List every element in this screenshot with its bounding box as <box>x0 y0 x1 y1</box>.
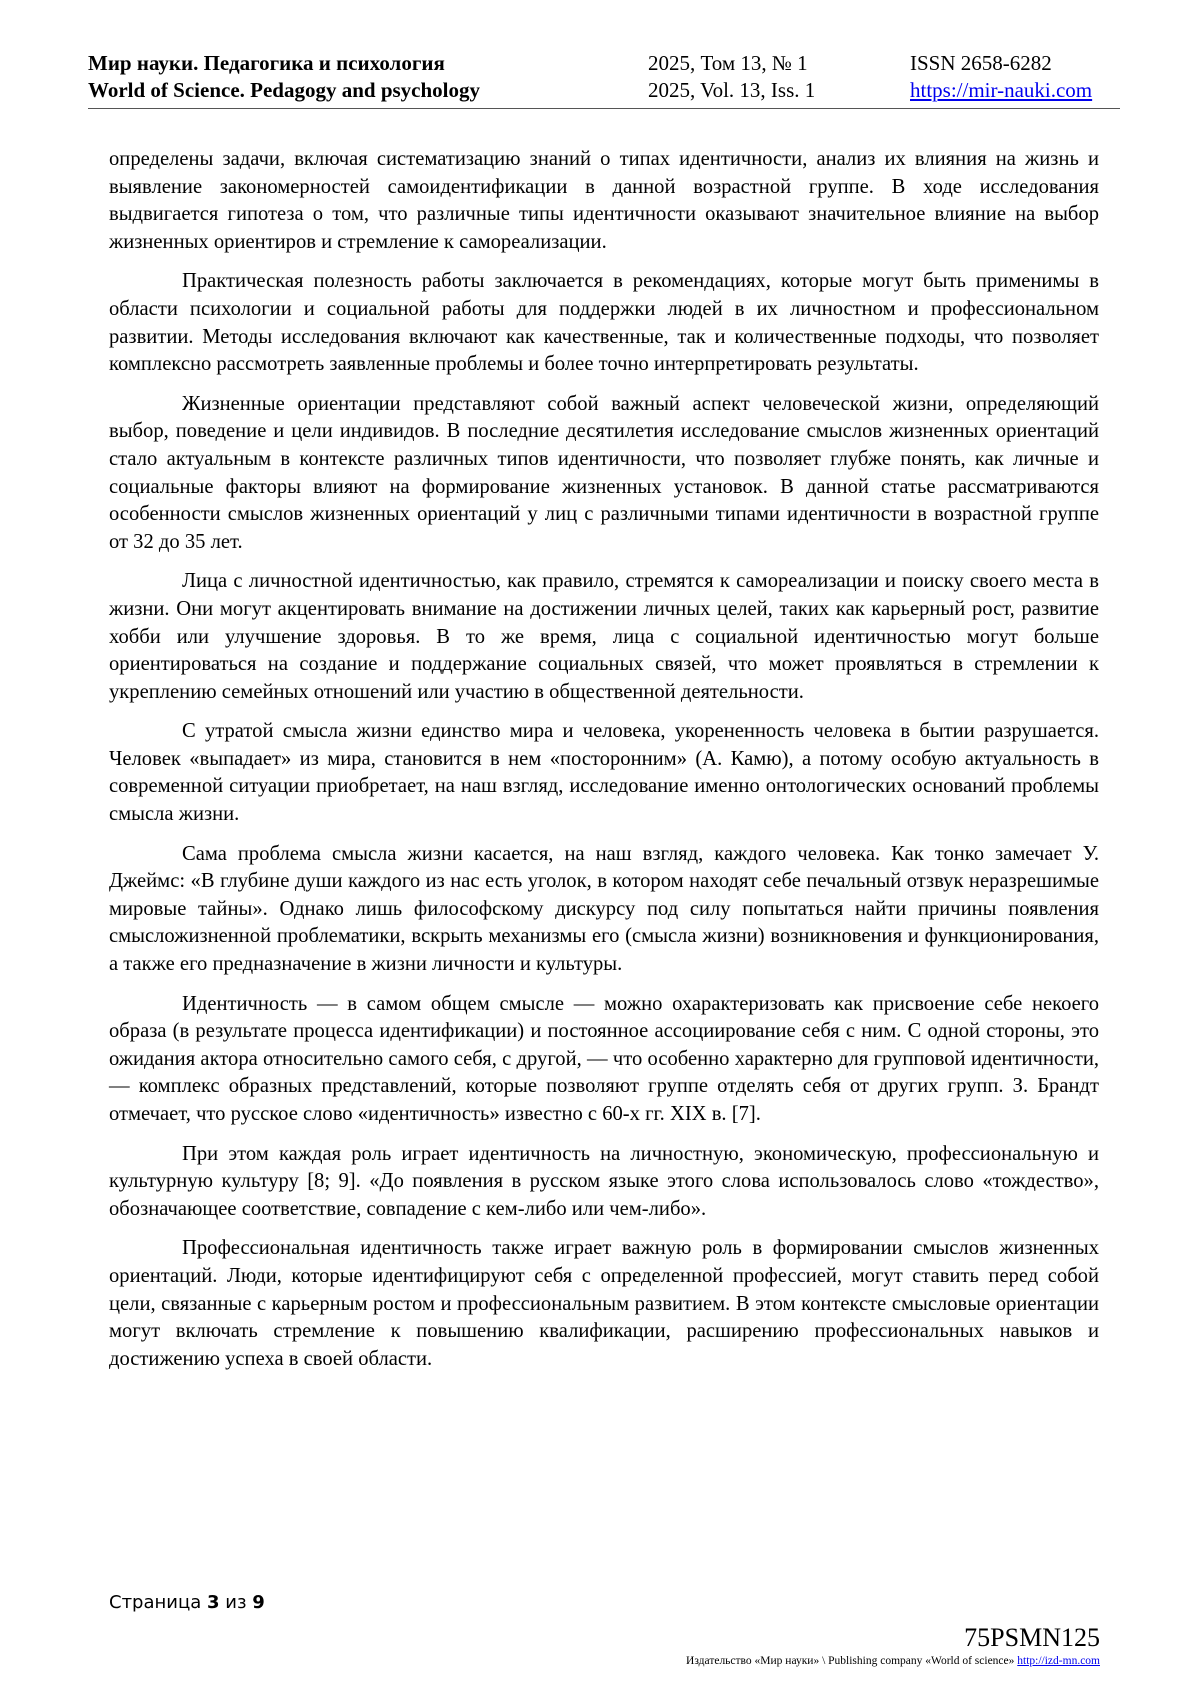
issn-block <box>910 50 1092 104</box>
article-body <box>109 146 1099 1385</box>
article-code: 75PSMN125 <box>964 1623 1100 1652</box>
paragraph: Жизненные ориентации представляют собой важный аспект человеческой жизни, определяющий выбор, поведение и цели индивидов. В последние десятилетия исследование смыслов жизненных ориентаций стало актуальным в контексте различных типов идентичности, что позволяет глубже понять, как личные и социальные факторы влияют на формирование жизненных установок. В данной статье рассматриваются особенности смыслов жизненных ориентаций у лиц с различными типами идентичности в возрастной группе от 32 до 35 лет. <box>109 392 1099 553</box>
issue-block <box>648 50 815 104</box>
publisher-text: Издательство «Мир науки» \ Publishing company «World of science» <box>686 1655 1015 1667</box>
publisher-line <box>686 1655 1100 1667</box>
journal-header <box>88 50 1120 112</box>
paragraph: определены задачи, включая систематизацию знаний о типах идентичности, анализ их влияния на жизнь и выявление закономерностей самоидентификации в данной возрастной группе. В ходе исследования выдвигается гипотеза о том, что различные типы идентичности оказывают значительное влияние на выбор жизненных ориентиров и стремление к самореализации. <box>109 148 1099 253</box>
journal-website-link[interactable]: https://mir-nauki.com <box>910 78 1093 102</box>
publisher-link[interactable]: http://izd-mn.com <box>1017 1655 1100 1667</box>
journal-title-en: World of Science. Pedagogy and psychology <box>88 78 481 102</box>
paragraph: С утратой смысла жизни единство мира и человека, укорененность человека в бытии разрушается. Человек «выпадает» из мира, становится в нем «посторонним» (А. Камю), а потому особую актуальность в современной ситуации приобретает, на наш взгляд, исследование именно онтологических оснований проблемы смысла жизни. <box>109 720 1099 826</box>
page-of: из <box>225 1592 247 1613</box>
issue-en: 2025, Vol. 13, Iss. 1 <box>648 78 816 102</box>
page-word: Страница <box>109 1592 202 1613</box>
paragraph: Идентичность — в самом общем смысле — можно охарактеризовать как присвоение себе некоего образа (в результате процесса идентификации) и постоянное ассоциирование себя с ним. С одной стороны, это ожидания актора относительно самого себя, с другой, — что особенно характерно для групповой идентичности, — комплекс образных представлений, которые позволяют группе отделять себя от других групп. З. Брандт отмечает, что русское слово «идентичность» известно с 60-х гг. XIX в. [7]. <box>109 992 1099 1125</box>
journal-title-ru: Мир науки. Педагогика и психология <box>88 51 445 75</box>
paragraph: Практическая полезность работы заключается в рекомендациях, которые могут быть применимы в области психологии и социальной работы для поддержки людей в их личностном и профессиональном развитии. Методы исследования включают как качественные, так и количественные подходы, что позволяет комплексно рассмотреть заявленные проблемы и более точно интерпретировать результаты. <box>109 270 1099 376</box>
paragraph: Сама проблема смысла жизни касается, на наш взгляд, каждого человека. Как тонко замечает У. Джеймс: «В глубине души каждого из нас есть уголок, в котором находят себе печальный отзвук неразрешимые мировые тайны». Однако лишь философскому дискурсу под силу попытаться найти причины появления смысложизненной проблематики, вскрыть механизмы его (смысла жизни) возникновения и функционирования, а также его предназначение в жизни личности и культуры. <box>109 842 1099 976</box>
page-total: 9 <box>252 1592 265 1613</box>
paragraph: Лица с личностной идентичностью, как правило, стремятся к самореализации и поиску своего места в жизни. Они могут акцентировать внимание на достижении личных целей, таких как карьерный рост, развитие хобби или улучшение здоровья. В то же время, лица с социальной идентичностью могут больше ориентироваться на создание и поддержание социальных связей, что может проявляться в стремлении к укреплению семейных отношений или участию в общественной деятельности. <box>109 570 1099 703</box>
paragraph: При этом каждая роль играет идентичность на личностную, экономическую, профессиональную и культурную культуру [8; 9]. «До появления в русском языке этого слова использовалось слово «тождество», обозначающее соответствие, совпадение с кем-либо или чем-либо». <box>109 1142 1099 1220</box>
journal-title-block <box>88 50 480 104</box>
issue-ru: 2025, Том 13, № 1 <box>648 51 808 75</box>
page-current: 3 <box>207 1592 220 1613</box>
header-divider <box>88 108 1120 109</box>
issn: ISSN 2658-6282 <box>910 51 1052 75</box>
paragraph: Профессиональная идентичность также играет важную роль в формировании смыслов жизненных ориентаций. Люди, которые идентифицируют себя с определенной профессией, могут ставить перед собой цели, связанные с карьерным ростом и профессиональным развитием. В этом контексте смысловые ориентации могут включать стремление к повышению квалификации, расширению профессиональных навыков и достижению успеха в своей области. <box>109 1237 1099 1370</box>
page-number <box>109 1592 265 1613</box>
